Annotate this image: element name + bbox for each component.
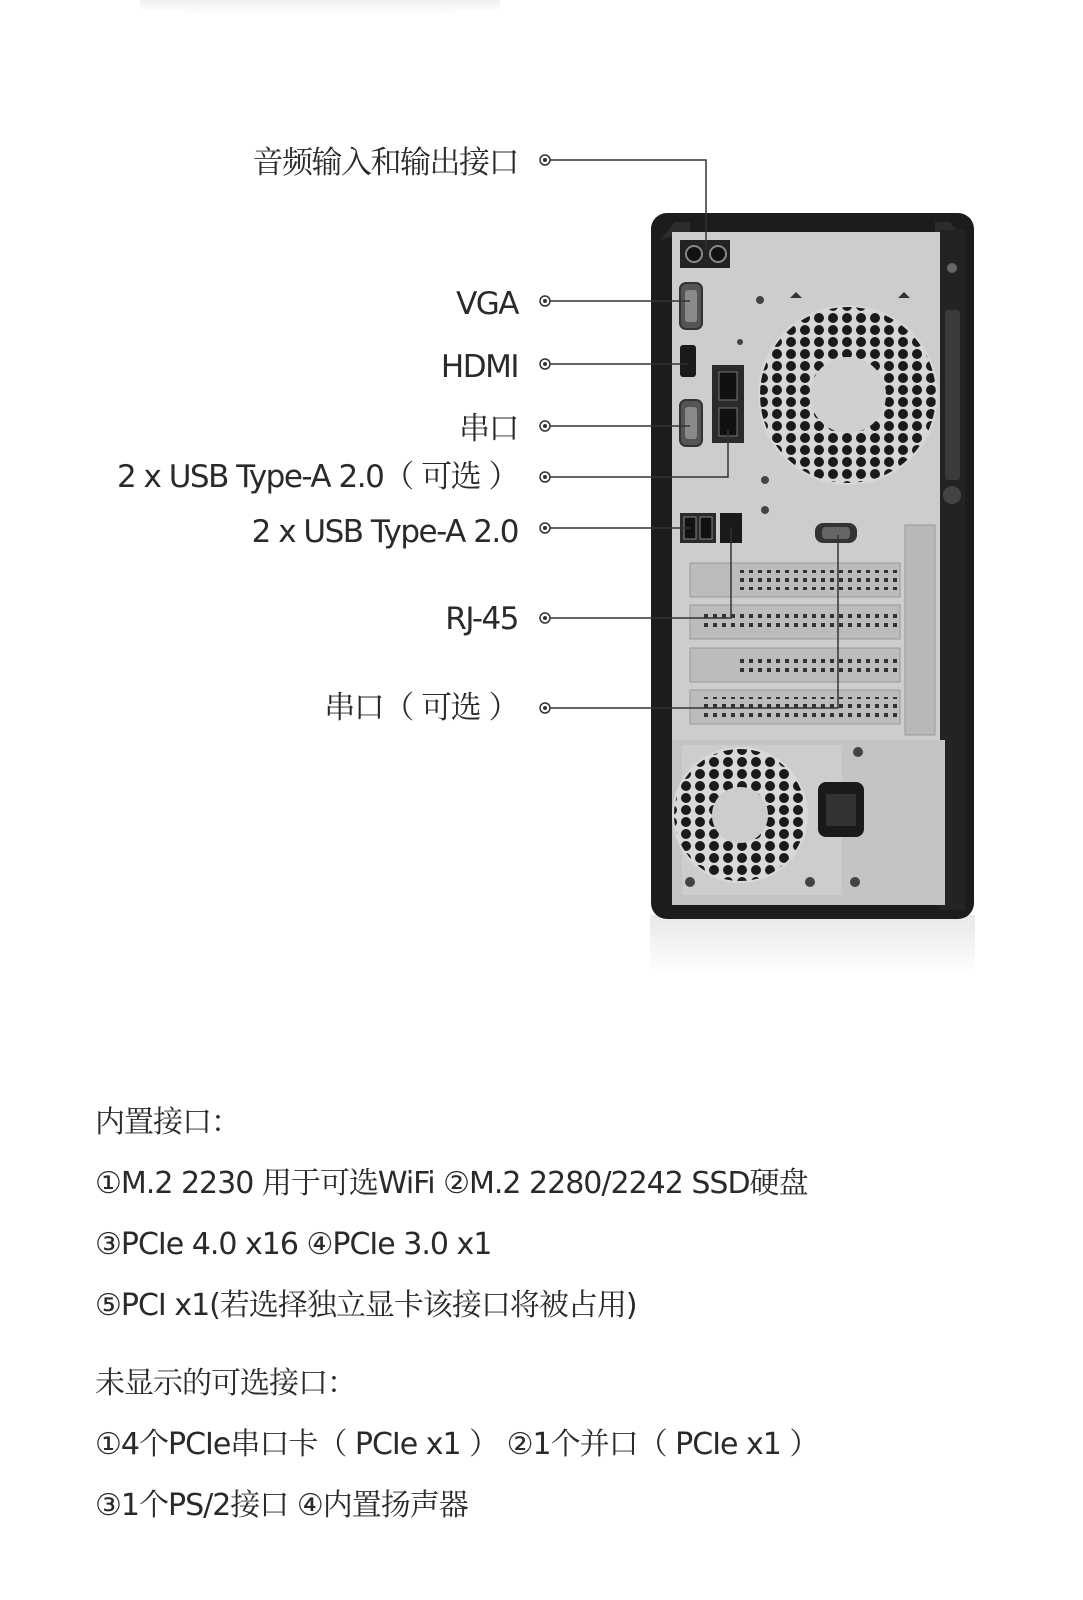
optional-line-1: ①4个PCIe串口卡（ PCIe x1 ） ②1个并口（ PCIe x1 ）: [95, 1427, 819, 1462]
callout-audio: 音频输入和输出接口: [252, 145, 518, 181]
callout-usb-optional: 2 x USB Type-A 2.0（ 可选 ）: [116, 459, 518, 495]
callout-usb: 2 x USB Type-A 2.0: [251, 514, 518, 550]
internal-line-1: ①M.2 2230 用于可选WiFi ②M.2 2280/2242 SSD硬盘: [95, 1166, 808, 1201]
callout-vga: VGA: [456, 286, 518, 322]
internal-title: 内置接口：: [95, 1105, 240, 1140]
audio-jack-out: [710, 246, 726, 262]
hdmi-port: [680, 345, 696, 377]
callout-rj45: RJ-45: [445, 601, 518, 637]
internal-line-2: ③PCIe 4.0 x16 ④PCIe 3.0 x1: [95, 1227, 492, 1262]
callout-hdmi: HDMI: [440, 349, 518, 385]
callout-serial: 串口: [459, 411, 518, 447]
reflection: [650, 915, 975, 975]
internal-line-3: ⑤PCI x1(若选择独立显卡该接口将被占用): [95, 1288, 637, 1323]
audio-jack-in: [686, 246, 702, 262]
optional-line-2: ③1个PS/2接口 ④内置扬声器: [95, 1488, 468, 1523]
callout-serial-optional: 串口（ 可选 ）: [324, 690, 518, 726]
optional-title: 未显示的可选接口：: [95, 1366, 356, 1401]
